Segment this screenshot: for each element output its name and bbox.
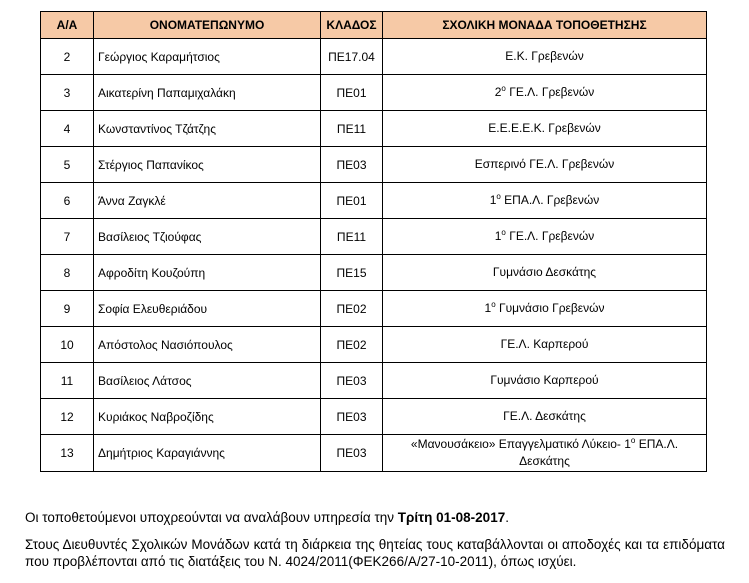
cell-name: Κωνσταντίνος Τζάτζης (94, 111, 321, 147)
table-row (41, 39, 707, 75)
table-row (41, 111, 707, 147)
cell-klados: ΠΕ01 (321, 75, 383, 111)
header-klados: ΚΛΑΔΟΣ (321, 12, 383, 39)
cell-klados: ΠΕ03 (321, 435, 383, 472)
cell-klados: ΠΕ11 (321, 111, 383, 147)
cell-name: Βασίλειος Τζιούφας (94, 219, 321, 255)
cell-school: $1^o$ Γυμνάσιο Γρεβενών (383, 291, 707, 327)
cell-aa: 4 (41, 111, 94, 147)
table-row (41, 255, 707, 291)
cell-school: $2^o$ ΓΕ.Λ. Γρεβενών (383, 75, 707, 111)
cell-name: Αφροδίτη Κουζούπη (94, 255, 321, 291)
cell-school: «Μανουσάκειο» Επαγγελματικό Λύκειο- $1^o$ ΕΠΑ.Λ. Δεσκάτης (383, 435, 707, 472)
cell-school: Ε.Ε.Ε.Ε.Κ. Γρεβενών (383, 111, 707, 147)
cell-klados: ΠΕ03 (321, 147, 383, 183)
table-row (41, 219, 707, 255)
cell-aa: 12 (41, 399, 94, 435)
cell-name: Στέργιος Παπανίκος (94, 147, 321, 183)
cell-name: Άννα Ζαγκλέ (94, 183, 321, 219)
cell-klados: ΠΕ01 (321, 183, 383, 219)
cell-school: Εσπερινό ΓΕ.Λ. Γρεβενών (383, 147, 707, 183)
cell-school: $1^o$ ΕΠΑ.Λ. Γρεβενών (383, 183, 707, 219)
cell-school: Ε.Κ. Γρεβενών (383, 39, 707, 75)
table-row (41, 363, 707, 399)
start-date-notice: Οι τοποθετούμενοι υποχρεούνται να αναλάβουν υπηρεσία την Τρίτη 01-08-2017. (25, 510, 509, 525)
cell-name: Βασίλειος Λάτσος (94, 363, 321, 399)
cell-aa: 3 (41, 75, 94, 111)
cell-aa: 6 (41, 183, 94, 219)
cell-klados: ΠΕ03 (321, 363, 383, 399)
cell-school: ΓΕ.Λ. Δεσκάτης (383, 399, 707, 435)
cell-aa: 13 (41, 435, 94, 472)
cell-name: Δημήτριος Καραγιάννης (94, 435, 321, 472)
table-row (41, 327, 707, 363)
table-row (41, 147, 707, 183)
cell-klados: ΠΕ03 (321, 399, 383, 435)
cell-aa: 10 (41, 327, 94, 363)
cell-klados: ΠΕ17.04 (321, 39, 383, 75)
table-row (41, 399, 707, 435)
header-aa: Α/Α (41, 12, 94, 39)
cell-name: Γεώργιος Καραμήτσιος (94, 39, 321, 75)
cell-name: Κυριάκος Ναβροζίδης (94, 399, 321, 435)
cell-aa: 9 (41, 291, 94, 327)
cell-klados: ΠΕ15 (321, 255, 383, 291)
table-row (41, 435, 707, 472)
header-name: ΟΝΟΜΑΤΕΠΩΝΥΜΟ (94, 12, 321, 39)
cell-aa: 2 (41, 39, 94, 75)
cell-name: Απόστολος Νασιόπουλος (94, 327, 321, 363)
table-header-row (41, 12, 707, 39)
cell-name: Αικατερίνη Παπαμιχαλάκη (94, 75, 321, 111)
cell-aa: 5 (41, 147, 94, 183)
cell-klados: ΠΕ02 (321, 291, 383, 327)
cell-klados: ΠΕ11 (321, 219, 383, 255)
table-row (41, 75, 707, 111)
table-row (41, 291, 707, 327)
cell-aa: 8 (41, 255, 94, 291)
cell-klados: ΠΕ02 (321, 327, 383, 363)
cell-aa: 11 (41, 363, 94, 399)
cell-school: Γυμνάσιο Δεσκάτης (383, 255, 707, 291)
table-row (41, 183, 707, 219)
cell-school: ΓΕ.Λ. Καρπερού (383, 327, 707, 363)
allowances-notice: Στους Διευθυντές Σχολικών Μονάδων κατά τη διάρκεια της θητείας τους καταβάλλονται οι αποδοχές και τα επιδόματα που προβλέπονται από τις διατάξεις του Ν. 4024/2011(ΦΕΚ266/Α/27-10-2011), όπως ισχύει. (25, 537, 725, 569)
cell-name: Σοφία Ελευθεριάδου (94, 291, 321, 327)
header-school: ΣΧΟΛΙΚΗ ΜΟΝΑΔΑ ΤΟΠΟΘΕΤΗΣΗΣ (383, 12, 707, 39)
start-date: Τρίτη 01-08-2017 (397, 510, 506, 525)
cell-school: Γυμνάσιο Καρπερού (383, 363, 707, 399)
placements-table (40, 11, 707, 472)
cell-aa: 7 (41, 219, 94, 255)
cell-school: $1^o$ ΓΕ.Λ. Γρεβενών (383, 219, 707, 255)
